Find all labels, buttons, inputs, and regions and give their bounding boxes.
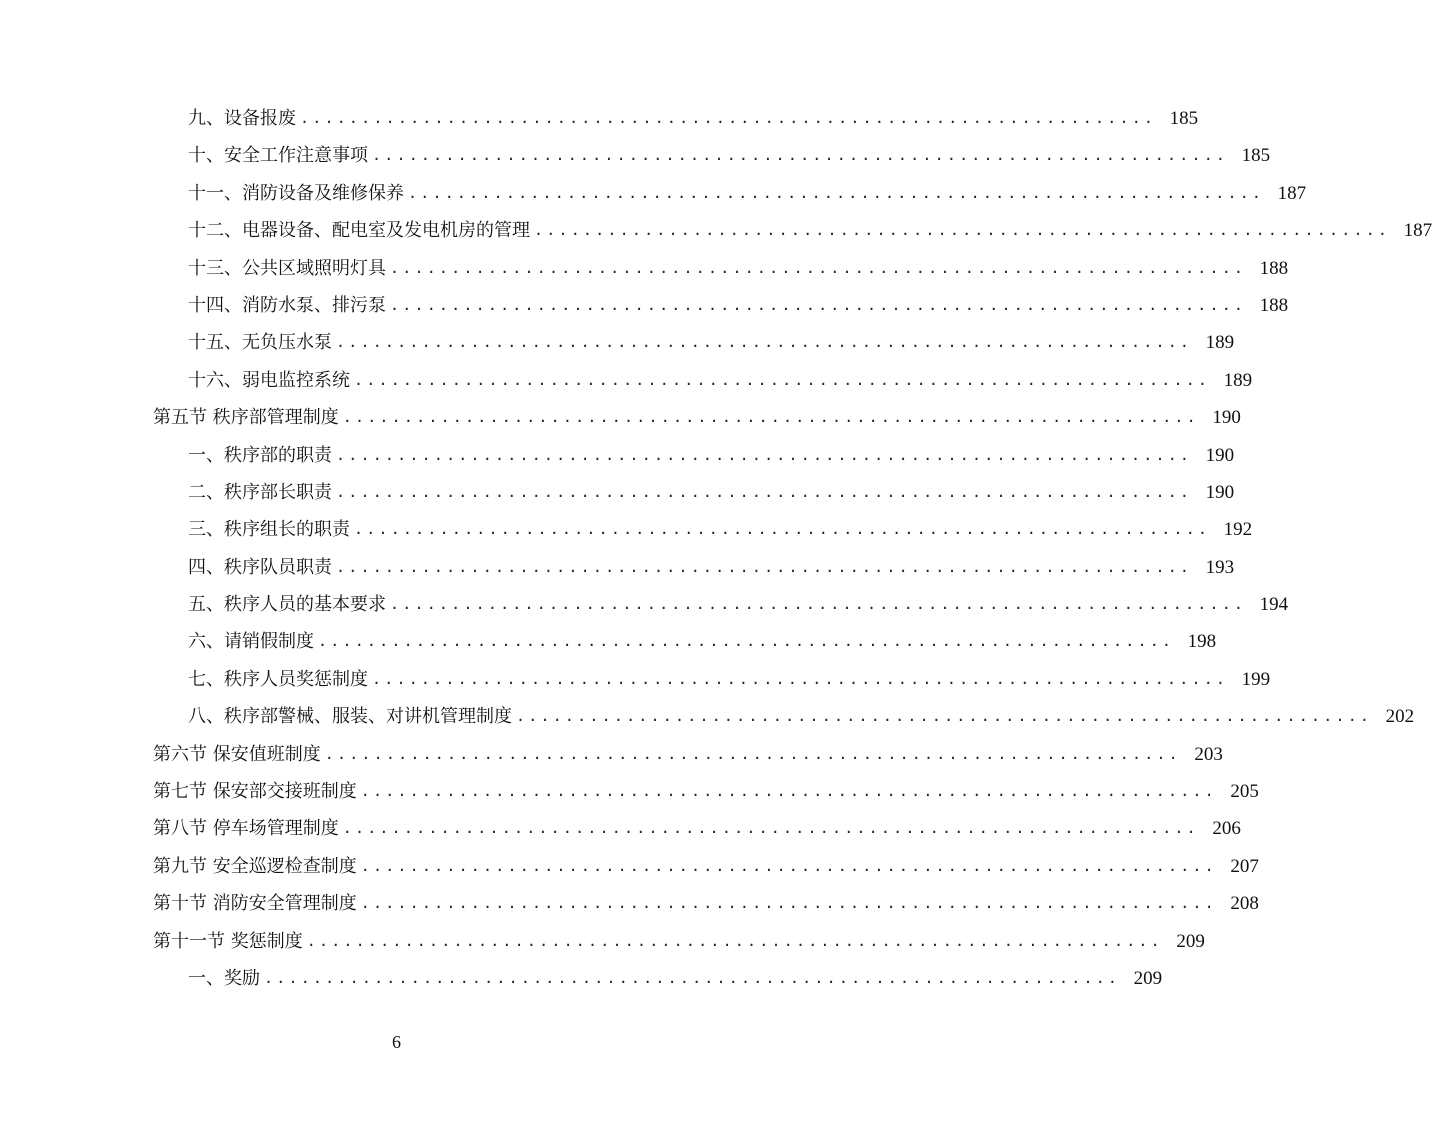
toc-entry-page: 188 (1259, 294, 1289, 316)
toc-entry[interactable] (0, 960, 1163, 997)
toc-leader-dots: ...................................................................... (360, 894, 1217, 913)
toc-leader-dots: ...................................................................... (336, 333, 1193, 352)
toc-entry-title: 七、秩序人员奖惩制度 (188, 668, 368, 690)
toc-entry-title: 第十节 消防安全管理制度 (153, 893, 357, 915)
toc-leader-dots: ...................................................................... (408, 183, 1265, 202)
toc-entry-page: 193 (1205, 556, 1235, 578)
toc-entry-page: 189 (1223, 369, 1253, 391)
toc-entry-page: 205 (1230, 781, 1259, 803)
toc-entry[interactable] (0, 511, 1253, 548)
toc-leader-dots: ...................................................................... (336, 557, 1193, 576)
toc-entry-title: 第六节 保安值班制度 (153, 743, 321, 765)
toc-entry-title: 九、设备报废 (188, 108, 296, 129)
toc-entry-page: 207 (1230, 855, 1259, 877)
toc-entry[interactable] (0, 250, 1289, 287)
toc-entry[interactable] (0, 736, 1223, 773)
toc-entry-page: 203 (1194, 743, 1223, 765)
toc-leader-dots: ...................................................................... (306, 931, 1163, 950)
toc-leader-dots: ...................................................................... (360, 782, 1217, 801)
toc-entry[interactable] (0, 362, 1253, 399)
toc-entry[interactable] (0, 549, 1235, 586)
toc-leader-dots: ...................................................................... (342, 408, 1199, 427)
toc-entry-page: 185 (1241, 145, 1271, 167)
toc-entry-title: 第八节 停车场管理制度 (153, 818, 339, 840)
toc-entry-title: 六、请销假制度 (188, 631, 314, 653)
toc-entry-title: 十四、消防水泵、排污泵 (188, 294, 386, 316)
toc-leader-dots: ...................................................................... (534, 221, 1391, 240)
toc-entry[interactable] (0, 848, 1259, 885)
toc-entry[interactable] (0, 923, 1205, 960)
toc-entry-title: 第十一节 奖惩制度 (153, 930, 303, 952)
toc-entry-title: 十六、弱电监控系统 (188, 369, 350, 391)
toc-entry-title: 五、秩序人员的基本要求 (188, 594, 386, 616)
toc-leader-dots: ...................................................................... (336, 445, 1193, 464)
toc-entry[interactable] (0, 586, 1289, 623)
toc-leader-dots: ...................................................................... (300, 109, 1157, 127)
toc-entry-title: 十三、公共区域照明灯具 (188, 257, 386, 279)
toc-entry-title: 第七节 保安部交接班制度 (153, 781, 357, 803)
toc-entry-title: 四、秩序队员职责 (188, 556, 332, 578)
toc-entry[interactable] (0, 885, 1259, 922)
toc-entry[interactable] (0, 437, 1235, 474)
toc-entry-page: 187 (1277, 182, 1307, 204)
toc-leader-dots: ...................................................................... (354, 520, 1211, 539)
toc-entry-page: 190 (1205, 444, 1235, 466)
toc-entry-title: 八、秩序部警械、服装、对讲机管理制度 (188, 706, 512, 728)
toc-entry-title: 第五节 秩序部管理制度 (153, 407, 339, 429)
toc-leader-dots: ...................................................................... (318, 632, 1175, 651)
toc-entry-page: 188 (1259, 257, 1289, 279)
toc-entry-title: 十五、无负压水泵 (188, 332, 332, 354)
toc-leader-dots: ...................................................................... (516, 707, 1373, 726)
toc-leader-dots: ...................................................................... (390, 258, 1247, 277)
toc-entry[interactable] (0, 623, 1217, 660)
toc-entry-title: 二、秩序部长职责 (188, 481, 332, 503)
toc-entry-page: 198 (1187, 631, 1217, 653)
toc-entry[interactable] (0, 474, 1235, 511)
toc-entry-page: 199 (1241, 668, 1271, 690)
toc-entry[interactable] (0, 698, 1415, 735)
toc-entry[interactable] (0, 399, 1241, 436)
page-number: 6 (392, 1032, 401, 1052)
toc-entry-page: 209 (1176, 930, 1205, 952)
toc-entry-page: 202 (1385, 706, 1415, 728)
toc-entry-title: 第九节 安全巡逻检查制度 (153, 855, 357, 877)
toc-entry-page: 189 (1205, 332, 1235, 354)
toc-leader-dots: ...................................................................... (390, 595, 1247, 614)
toc-entry-title: 十、安全工作注意事项 (188, 145, 368, 167)
toc-leader-dots: ...................................................................... (264, 968, 1121, 987)
toc-entry[interactable] (0, 212, 1432, 249)
toc-entry[interactable] (0, 773, 1259, 810)
toc-leader-dots: ...................................................................... (342, 819, 1199, 838)
table-of-contents (0, 100, 1432, 997)
toc-entry-title: 一、奖励 (188, 967, 260, 989)
toc-entry-page: 194 (1259, 594, 1289, 616)
toc-entry-page: 192 (1223, 519, 1253, 541)
toc-leader-dots: ...................................................................... (390, 295, 1247, 314)
toc-entry-page: 187 (1403, 220, 1432, 242)
toc-entry[interactable] (0, 661, 1271, 698)
toc-entry[interactable] (0, 137, 1271, 174)
toc-entry[interactable] (0, 175, 1307, 212)
toc-entry[interactable] (0, 324, 1235, 361)
toc-leader-dots: ...................................................................... (372, 146, 1229, 165)
toc-entry-title: 三、秩序组长的职责 (188, 519, 350, 541)
toc-entry-page: 190 (1205, 481, 1235, 503)
toc-entry[interactable] (0, 287, 1289, 324)
toc-leader-dots: ...................................................................... (372, 669, 1229, 688)
toc-entry-page: 208 (1230, 893, 1259, 915)
toc-entry-title: 一、秩序部的职责 (188, 444, 332, 466)
toc-leader-dots: ...................................................................... (354, 370, 1211, 389)
toc-entry[interactable] (0, 810, 1241, 847)
toc-leader-dots: ...................................................................... (360, 856, 1217, 875)
toc-entry-page: 190 (1212, 407, 1241, 429)
toc-entry[interactable] (0, 100, 1199, 137)
toc-entry-title: 十一、消防设备及维修保养 (188, 182, 404, 204)
toc-entry-page: 206 (1212, 818, 1241, 840)
toc-leader-dots: ...................................................................... (324, 744, 1181, 763)
toc-entry-page: 209 (1133, 967, 1163, 989)
toc-entry-title: 十二、电器设备、配电室及发电机房的管理 (188, 220, 530, 242)
toc-entry-page: 185 (1169, 108, 1199, 129)
toc-leader-dots: ...................................................................... (336, 482, 1193, 501)
